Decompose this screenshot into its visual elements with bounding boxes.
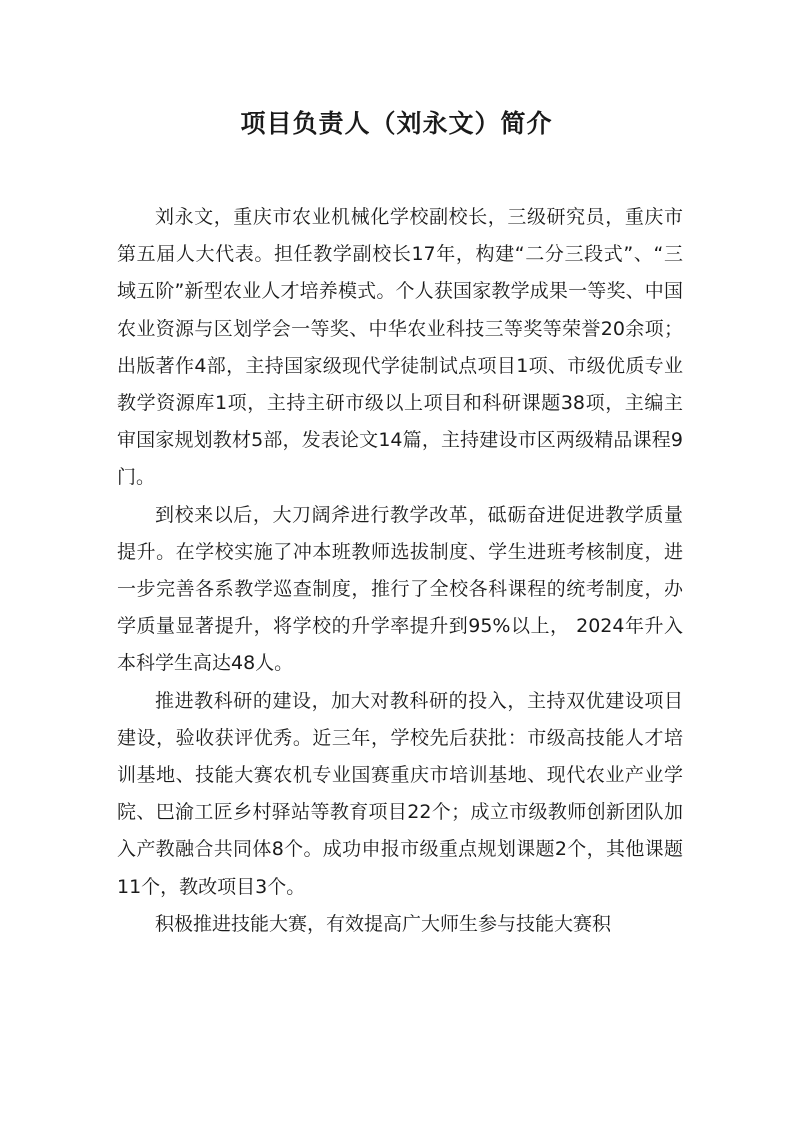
page-title: 项目负责人（刘永文）简介 (240, 109, 553, 138)
paragraph-teaching-reform: 到校来以后，大刀阔斧进行教学改革，砥砺奋进促进教学质量提升。在学校实施了冲本班教师选拔制度、学生进班考核制度，进一步完善各系教学巡查制度，推行了全校各科课程的统考制度，办学质量显著提升，将学校的升学率提升到95%以上， 2024年升入本科学生高达48人。 (117, 503, 683, 675)
paragraph-skills-competition: 积极推进技能大赛，有效提高广大师生参与技能大赛积 (155, 912, 612, 935)
paragraph-biography: 刘永文，重庆市农业机械化学校副校长，三级研究员，重庆市第五届人大代表。担任教学副校长17年，构建“二分三段式”、“三域五阶”新型农业人才培养模式。个人获国家教学成果一等奖、中国农业资源与区划学会一等奖、中华农业科技三等奖等荣誉20余项；出版著作4部，主持国家级现代学徒制试点项目1项、市级优质专业教学资源库1项，主持主研市级以上项目和科研课题38项，主编主审国家规划教材5部，发表论文14篇，主持建设市区两级精品课程9门。 (117, 206, 683, 489)
paragraph-research: 推进教科研的建设，加大对教科研的投入，主持双优建设项目建设，验收获评优秀。近三年，学校先后获批：市级高技能人才培训基地、技能大赛农机专业国赛重庆市培训基地、现代农业产业学院、巴渝工匠乡村驿站等教育项目22个；成立市级教师创新团队加入产教融合共同体8个。成功申报市级重点规划课题2个，其他课题11个，教改项目3个。 (117, 689, 683, 898)
document-body (117, 199, 683, 943)
